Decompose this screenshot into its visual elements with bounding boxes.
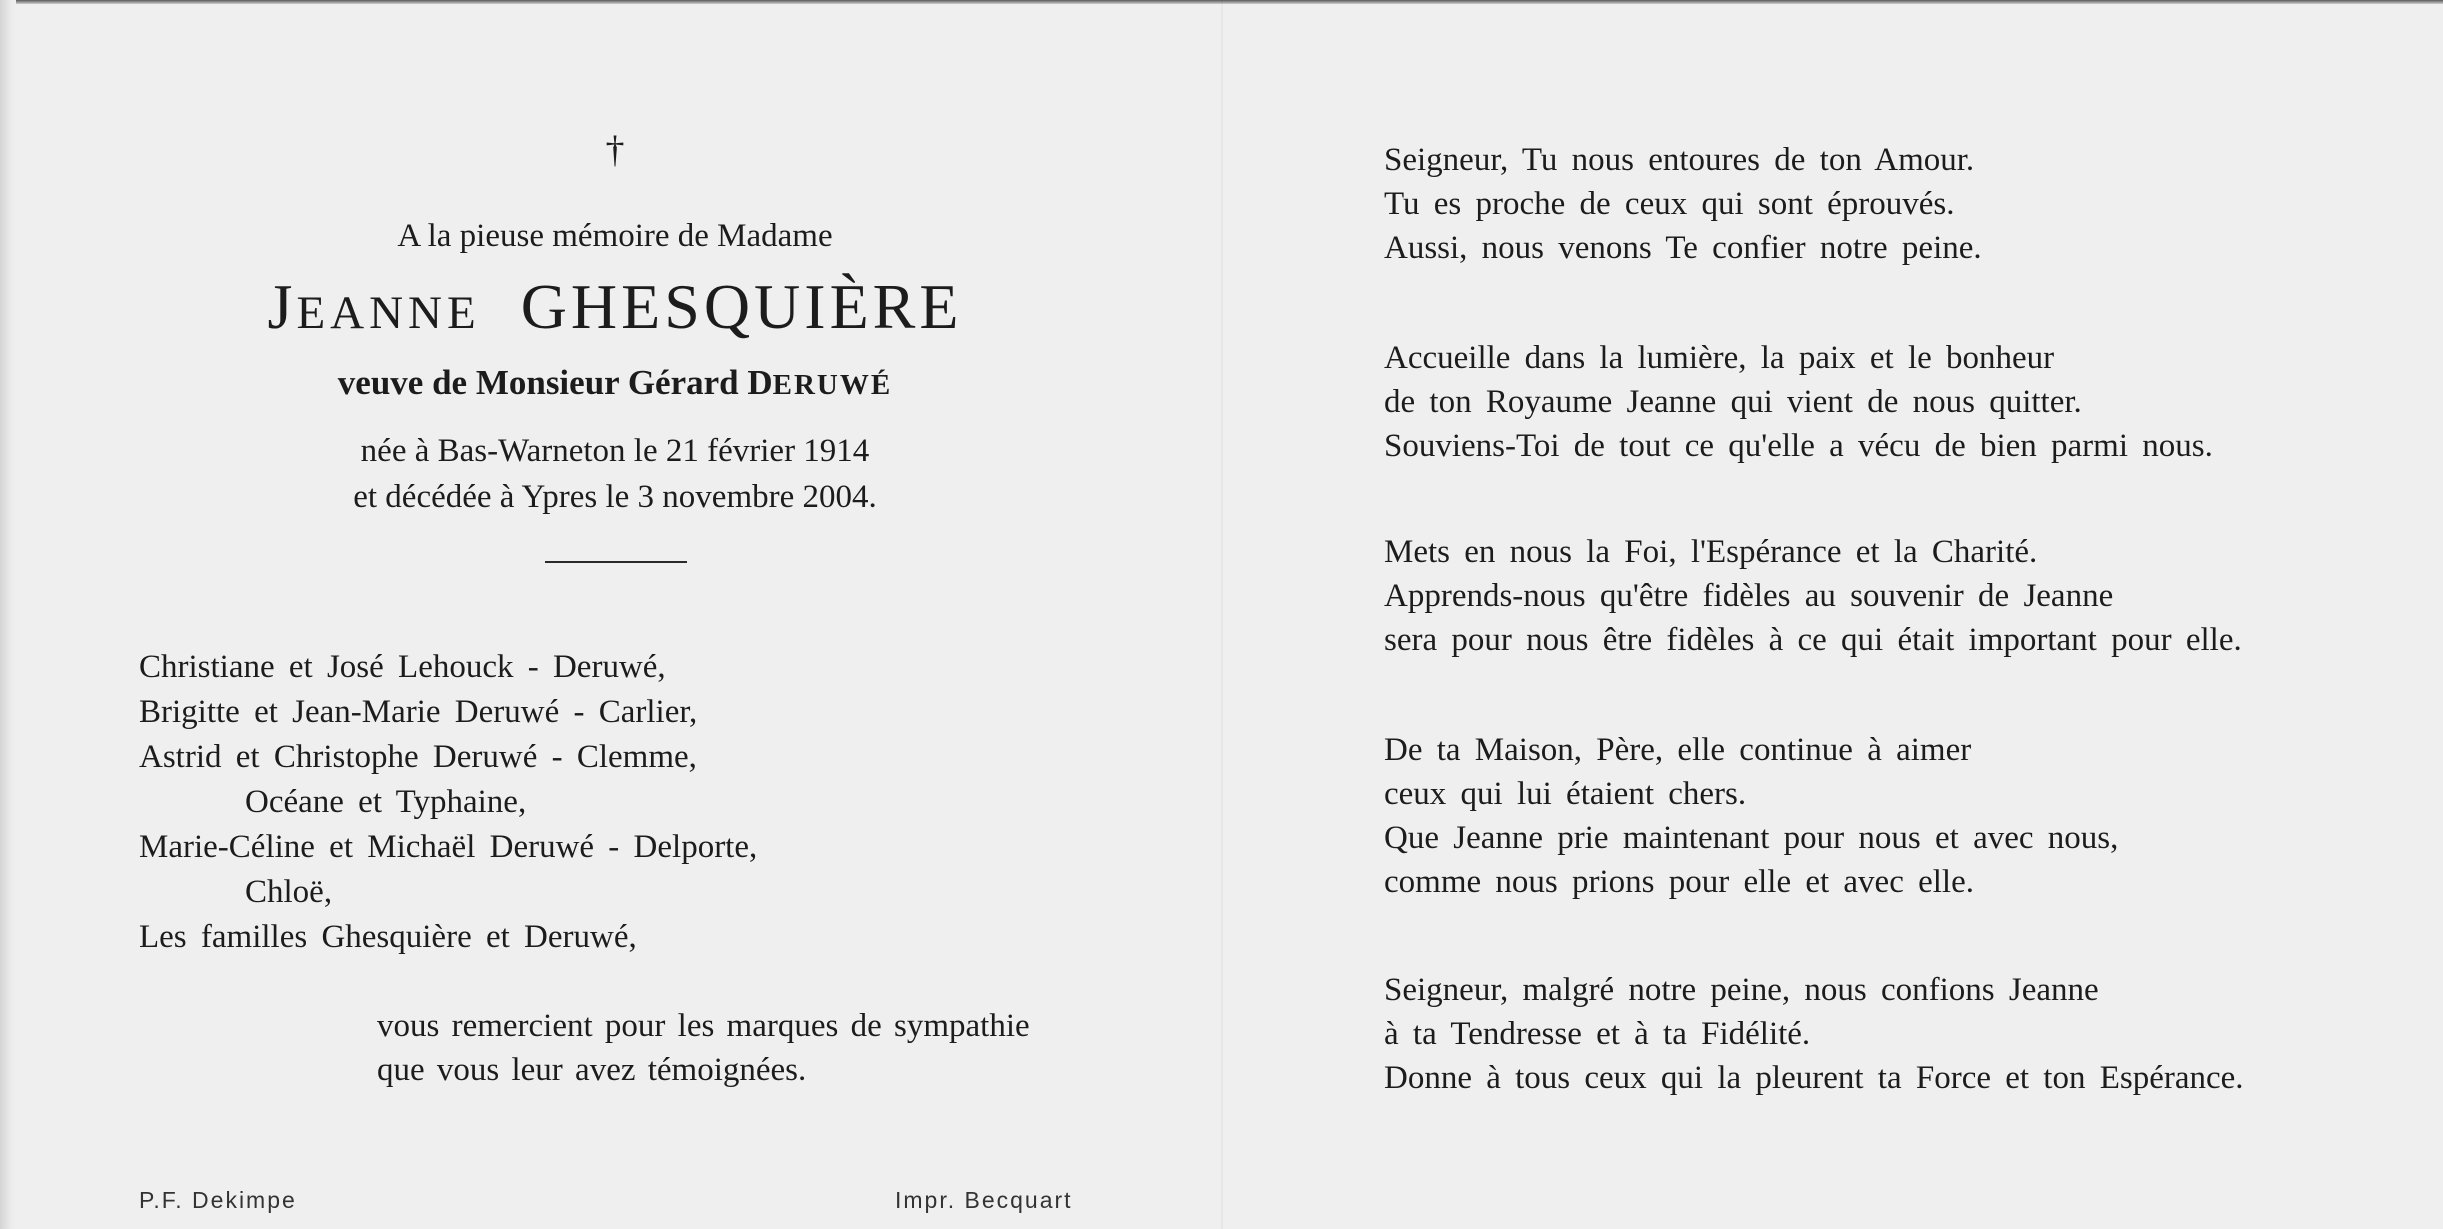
prayer-line: Accueille dans la lumière, la paix et le bonheur [1384, 340, 2055, 376]
divider-rule [545, 561, 687, 563]
widow-prefix: veuve de Monsieur Gérard [337, 363, 739, 402]
thanks-text [377, 1004, 1030, 1092]
prayer-line: Que Jeanne prie maintenant pour nous et avec nous, [1384, 820, 2119, 856]
prayer-line: sera pour nous être fidèles à ce qui était important pour elle. [1384, 622, 2242, 658]
prayer-line: à ta Tendresse et à ta Fidélité. [1384, 1016, 1811, 1052]
husband-surname: DERUWÉ [747, 363, 893, 402]
prayer-line: De ta Maison, Père, elle continue à aimer [1384, 732, 1972, 768]
deceased-name [190, 270, 1040, 344]
prayer-line: comme nous prions pour elle et avec elle. [1384, 864, 1974, 900]
prayer-line: Mets en nous la Foi, l'Espérance et la Charité. [1384, 534, 2038, 570]
prayer-stanza [1384, 336, 2213, 468]
family-line: Christiane et José Lehouck - Deruwé, [139, 649, 666, 685]
prayer-line: Apprends-nous qu'être fidèles au souvenir de Jeanne [1384, 578, 2114, 614]
deceased-last-name: GHESQUIÈRE [520, 271, 963, 342]
widow-line [190, 363, 1040, 403]
birth-line: née à Bas-Warneton le 21 février 1914 [360, 433, 870, 469]
printer-credit: Impr. Becquart [895, 1187, 1073, 1213]
prayer-line: Aussi, nous venons Te confier notre peine. [1384, 230, 1982, 266]
prayer-line: ceux qui lui étaient chers. [1384, 776, 1747, 812]
memorial-panel [0, 0, 1221, 1229]
thanks-line: que vous leur avez témoignées. [377, 1052, 807, 1088]
thanks-line: vous remercient pour les marques de sympathie [377, 1008, 1030, 1044]
family-list [139, 645, 757, 960]
family-line: Chloë, [245, 874, 333, 910]
prayer-line: Seigneur, Tu nous entoures de ton Amour. [1384, 142, 1975, 178]
family-line: Brigitte et Jean-Marie Deruwé - Carlier, [139, 694, 698, 730]
memorial-intro: A la pieuse mémoire de Madame [397, 218, 833, 254]
prayer-stanza [1384, 530, 2242, 662]
funeral-home-credit: P.F. Dekimpe [139, 1187, 297, 1213]
prayer-stanza [1384, 968, 2244, 1100]
prayer-line: Souviens-Toi de tout ce qu'elle a vécu de bien parmi nous. [1384, 428, 2213, 464]
family-line: Océane et Typhaine, [245, 784, 527, 820]
death-line: et décédée à Ypres le 3 novembre 2004. [353, 479, 877, 515]
deceased-first-name: JEANNE [267, 271, 481, 342]
prayer-stanza [1384, 728, 2118, 904]
family-line: Marie-Céline et Michaël Deruwé - Delporte, [139, 829, 758, 865]
cross-icon: † [605, 129, 625, 171]
prayer-line: Seigneur, malgré notre peine, nous confions Jeanne [1384, 972, 2099, 1008]
prayer-line: Donne à tous ceux qui la pleurent ta Force et ton Espérance. [1384, 1060, 2244, 1096]
prayer-line: Tu es proche de ceux qui sont éprouvés. [1384, 186, 1955, 222]
family-line: Les familles Ghesquière et Deruwé, [139, 919, 637, 955]
card-fold [1221, 0, 1223, 1229]
prayer-stanza [1384, 138, 1982, 270]
family-line: Astrid et Christophe Deruwé - Clemme, [139, 739, 697, 775]
prayer-line: de ton Royaume Jeanne qui vient de nous quitter. [1384, 384, 2082, 420]
